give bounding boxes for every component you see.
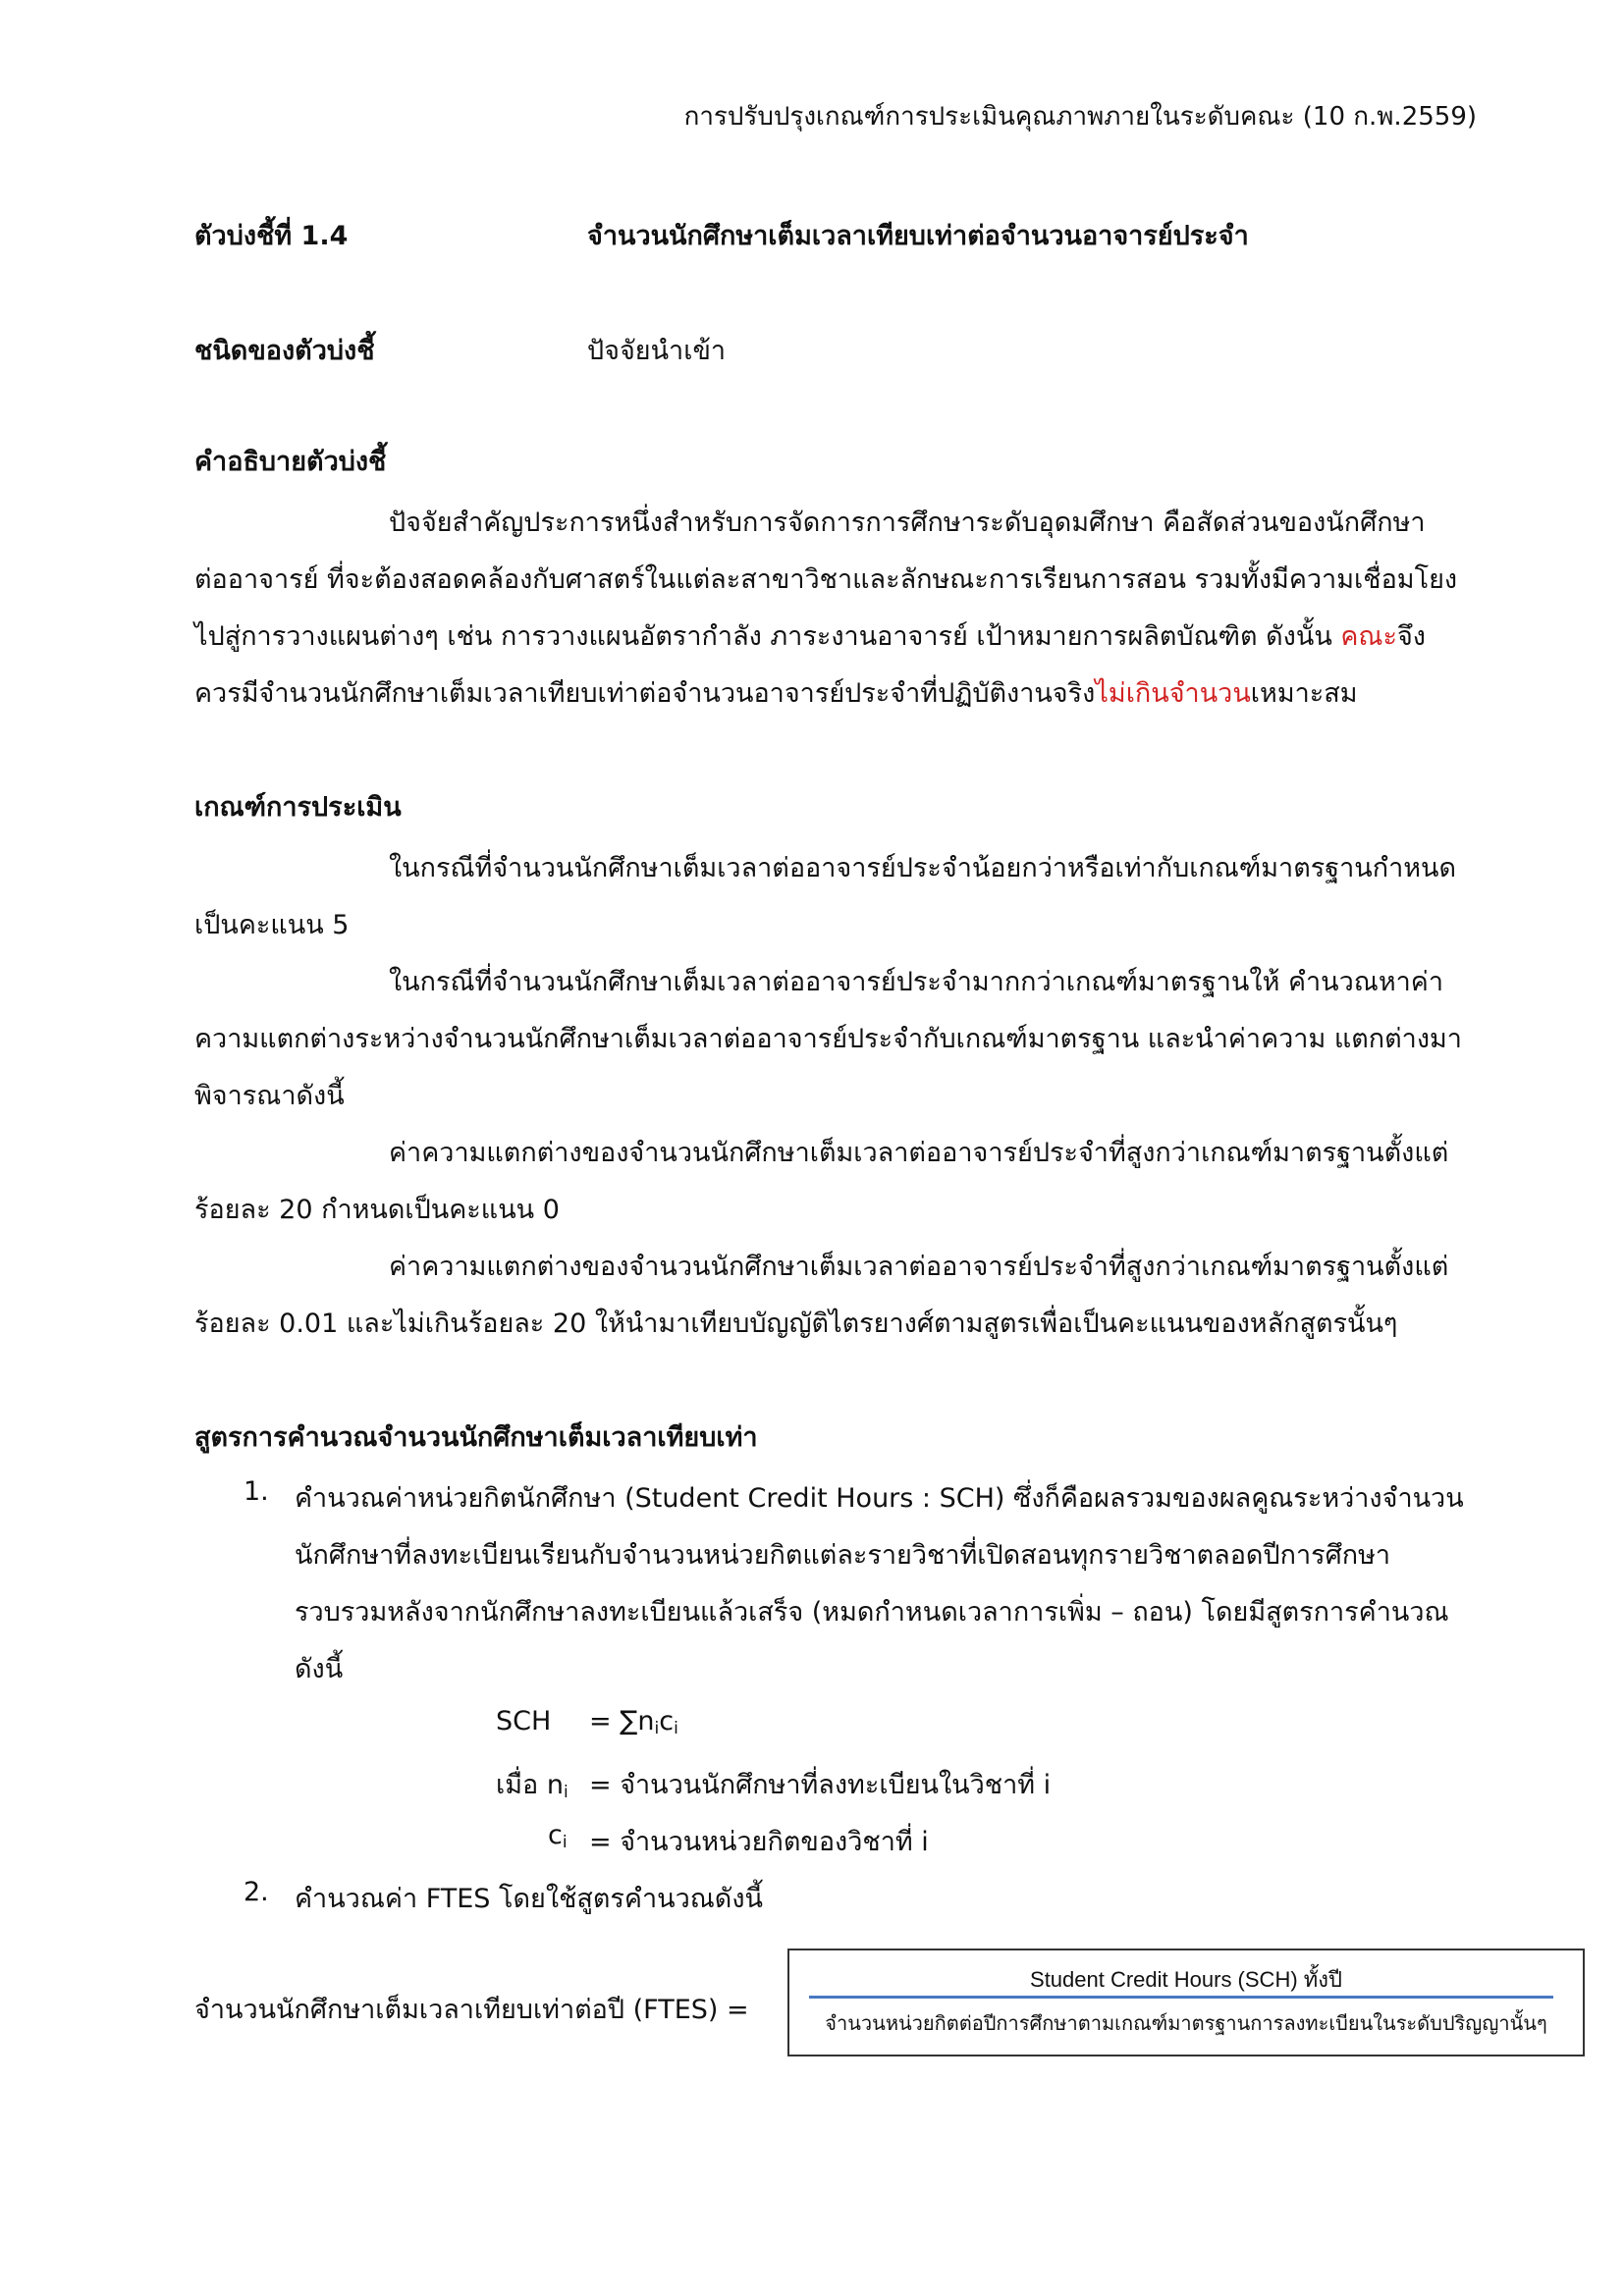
formula-item-line: คำนวณค่า FTES โดยใช้สูตรคำนวณดังนี้ [295,1884,763,1914]
description-text: ไปสู่การวางแผนต่างๆ เช่น การวางแผนอัตรากำลัง ภาระงานอาจารย์ เป้าหมายการผลิตบัณฑิต ดังนั้น [194,621,1341,652]
sch-symbol: SCH [496,1706,552,1736]
highlight-faculty: คณะ [1340,621,1397,652]
description-text: เหมาะสม [1250,678,1358,709]
criteria-line: ค่าความแตกต่างของจำนวนนักศึกษาเต็มเวลาต่ออาจารย์ประจำที่สูงกว่าเกณฑ์มาตรฐานตั้งแต่ [389,1138,1449,1168]
criteria-line: เป็นคะแนน 5 [194,910,350,940]
criteria-line: ความแตกต่างระหว่างจำนวนนักศึกษาเต็มเวลาต่ออาจารย์ประจำกับเกณฑ์มาตรฐาน และนำค่าความ แตกต่างมา [194,1024,1462,1054]
description-line [194,614,1426,657]
ni-symbol: เมื่อ $n_i$ [496,1770,568,1802]
formula-item-line: รวบรวมหลังจากนักศึกษาลงทะเบียนแล้วเสร็จ (หมดกำหนดเวลาการเพิ่ม – ถอน) โดยมีสูตรการคำนวณ [295,1597,1449,1628]
ftes-formula-box [787,1949,1585,2056]
type-value: ปัจจัยนำเข้า [587,336,727,366]
fraction-bar [809,1996,1553,1999]
criteria-line: ค่าความแตกต่างของจำนวนนักศึกษาเต็มเวลาต่ออาจารย์ประจำที่สูงกว่าเกณฑ์มาตรฐานตั้งแต่ [389,1252,1449,1282]
description-text: ควรมีจำนวนนักศึกษาเต็มเวลาเทียบเท่าต่อจำนวนอาจารย์ประจำที่ปฏิบัติงานจริง [194,678,1096,709]
ci-symbol: $c_i$ [548,1820,568,1852]
description-heading: คำอธิบายตัวบ่งชี้ [194,447,387,477]
description-line: ต่ออาจารย์ ที่จะต้องสอดคล้องกับศาสตร์ในแต่ละสาขาวิชาและลักษณะการเรียนการสอน รวมทั้งมีความเชื่อมโยง [194,564,1458,595]
list-number: 2. [244,1877,269,1907]
criteria-heading: เกณฑ์การประเมิน [194,792,402,823]
criteria-line: ร้อยละ 20 กำหนดเป็นคะแนน 0 [194,1195,560,1225]
formula-denominator: จำนวนหน่วยกิตต่อปีการศึกษาตามเกณฑ์มาตรฐานการลงทะเบียนในระดับปริญญานั้นๆ [825,2013,1547,2035]
ftes-label: จำนวนนักศึกษาเต็มเวลาเทียบเท่าต่อปี (FTES) = [194,1995,749,2025]
indicator-label: ตัวบ่งชี้ที่ 1.4 [194,221,349,251]
criteria-line: ในกรณีที่จำนวนนักศึกษาเต็มเวลาต่ออาจารย์ประจำน้อยกว่าหรือเท่ากับเกณฑ์มาตรฐานกำหนด [389,853,1457,883]
highlight-not-exceed: ไม่เกินจำนวน [1095,678,1251,709]
page-header: การปรับปรุงเกณฑ์การประเมินคุณภาพภายในระดับคณะ (10 ก.พ.2559) [683,102,1477,132]
criteria-line: พิจารณาดังนี้ [194,1081,345,1111]
ni-definition: = จำนวนนักศึกษาที่ลงทะเบียนในวิชาที่ i [589,1770,1052,1800]
criteria-line: ร้อยละ 0.01 และไม่เกินร้อยละ 20 ให้นำมาเทียบบัญญัติไตรยางศ์ตามสูตรเพื่อเป็นคะแนนของหลักสูตรนั้นๆ [194,1308,1398,1339]
description-line [194,671,1358,714]
formula-heading: สูตรการคำนวณจำนวนนักศึกษาเต็มเวลาเทียบเท่า [194,1422,758,1453]
ci-definition: = จำนวนหน่วยกิตของวิชาที่ i [589,1827,929,1857]
formula-numerator: Student Credit Hours (SCH) ทั้งปี [1030,1967,1342,1992]
indicator-title: จำนวนนักศึกษาเต็มเวลาเทียบเท่าต่อจำนวนอาจารย์ประจำ [587,221,1249,251]
formula-item-line: คำนวณค่าหน่วยกิตนักศึกษา (Student Credit Hours : SCH) ซึ่งก็คือผลรวมของผลคูณระหว่างจำนวน [295,1483,1464,1514]
type-label: ชนิดของตัวบ่งชี้ [194,336,375,366]
formula-item-line: ดังนี้ [295,1654,344,1684]
sch-equation: = $\sum n_ic_i$ [589,1706,678,1738]
formula-item-line: นักศึกษาที่ลงทะเบียนเรียนกับจำนวนหน่วยกิตแต่ละรายวิชาที่เปิดสอนทุกรายวิชาตลอดปีการศึกษา [295,1540,1391,1571]
description-line: ปัจจัยสำคัญประการหนึ่งสำหรับการจัดการการศึกษาระดับอุดมศึกษา คือสัดส่วนของนักศึกษา [389,507,1426,538]
criteria-line: ในกรณีที่จำนวนนักศึกษาเต็มเวลาต่ออาจารย์ประจำมากกว่าเกณฑ์มาตรฐานให้ คำนวณหาค่า [389,967,1444,997]
list-number: 1. [244,1476,269,1507]
description-text: จึง [1396,621,1426,652]
